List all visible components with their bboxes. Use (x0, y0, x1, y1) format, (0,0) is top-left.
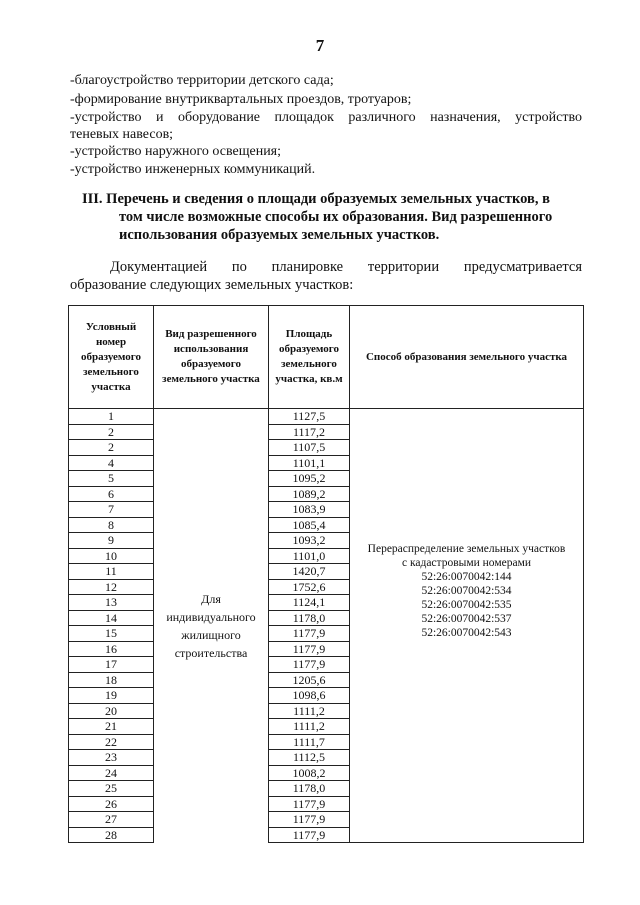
plot-number: 26 (69, 796, 154, 812)
method-line: Перераспределение земельных участков (367, 542, 566, 555)
bullet-line: -формирование внутриквартальных проездов, тротуаров; (70, 92, 412, 107)
use-line: индивидуального (166, 609, 256, 624)
plot-area: 1101,0 (269, 548, 350, 564)
plot-area: 1083,9 (269, 502, 350, 518)
plot-area: 1177,9 (269, 657, 350, 673)
plot-area: 1124,1 (269, 595, 350, 611)
bullet-line: -благоустройство территории детского сада; (70, 73, 334, 88)
method-line: 52:26:0070042:534 (421, 584, 512, 597)
plot-number: 24 (69, 765, 154, 781)
bullet-line: теневых навесов; (70, 127, 174, 142)
plot-area: 1420,7 (269, 564, 350, 580)
plot-area: 1127,5 (269, 409, 350, 425)
plot-number: 9 (69, 533, 154, 549)
plot-number: 16 (69, 641, 154, 657)
plot-number: 15 (69, 626, 154, 642)
plot-area: 1111,2 (269, 703, 350, 719)
section-heading: том числе возможные способы их образования. Вид разрешенного (119, 209, 553, 225)
method-line: 52:26:0070042:537 (421, 612, 512, 625)
plot-number: 7 (69, 502, 154, 518)
header-area: Площадь образуемого земельного участка, кв.м (269, 306, 350, 409)
intro-text: Документацией по планировке территории предусматривается (110, 259, 582, 275)
plot-area: 1177,9 (269, 827, 350, 843)
plot-number: 14 (69, 610, 154, 626)
plot-number: 21 (69, 719, 154, 735)
header-method: Способ образования земельного участка (350, 306, 584, 409)
bullet-line: -устройство наружного освещения; (70, 144, 282, 159)
section-heading: III. Перечень и сведения о площади образуемых земельных участков, в (82, 191, 550, 207)
section-heading: использования образуемых земельных участков. (119, 227, 440, 243)
method-line: 52:26:0070042:535 (421, 598, 512, 611)
plot-number: 13 (69, 595, 154, 611)
plot-area: 1117,2 (269, 424, 350, 440)
plot-number: 2 (69, 440, 154, 456)
use-line: жилищного (181, 627, 241, 642)
method-line: с кадастровыми номерами (401, 556, 532, 569)
header-number: Условный номер образуемого земельного участка (69, 306, 154, 409)
page-number: 7 (315, 36, 325, 55)
plot-area: 1177,9 (269, 641, 350, 657)
plot-area: 1205,6 (269, 672, 350, 688)
plot-number: 17 (69, 657, 154, 673)
plot-area: 1752,6 (269, 579, 350, 595)
plot-number: 4 (69, 455, 154, 471)
plot-number: 22 (69, 734, 154, 750)
plot-number: 2 (69, 424, 154, 440)
plot-area: 1112,5 (269, 750, 350, 766)
plot-number: 28 (69, 827, 154, 843)
plot-number: 23 (69, 750, 154, 766)
bullet-line: -устройство и оборудование площадок различного назначения, устройство (70, 110, 582, 125)
plot-number: 19 (69, 688, 154, 704)
plot-area: 1098,6 (269, 688, 350, 704)
plot-area: 1177,9 (269, 812, 350, 828)
method-line: 52:26:0070042:144 (421, 570, 512, 583)
plot-number: 18 (69, 672, 154, 688)
plot-number: 27 (69, 812, 154, 828)
plot-number: 20 (69, 703, 154, 719)
method-line: 52:26:0070042:543 (421, 626, 512, 639)
plot-area: 1177,9 (269, 796, 350, 812)
plot-area: 1111,2 (269, 719, 350, 735)
plot-area: 1178,0 (269, 781, 350, 797)
plot-number: 10 (69, 548, 154, 564)
plot-area: 1095,2 (269, 471, 350, 487)
plot-area: 1177,9 (269, 626, 350, 642)
use-cell (154, 409, 269, 843)
use-line: Для (201, 591, 221, 606)
plot-area: 1107,5 (269, 440, 350, 456)
bullet-line: -устройство инженерных коммуникаций. (70, 162, 316, 177)
intro-text: образование следующих земельных участков: (70, 277, 354, 293)
plot-number: 5 (69, 471, 154, 487)
plot-area: 1008,2 (269, 765, 350, 781)
header-use: Вид разрешенного использования образуемого земельного участка (154, 306, 269, 409)
plot-number: 11 (69, 564, 154, 580)
land-plots-table (68, 305, 584, 843)
plot-number: 12 (69, 579, 154, 595)
plot-area: 1089,2 (269, 486, 350, 502)
table-row (69, 409, 584, 425)
plot-area: 1178,0 (269, 610, 350, 626)
use-line: строительства (174, 645, 248, 660)
plot-area: 1101,1 (269, 455, 350, 471)
plot-number: 1 (69, 409, 154, 425)
plot-area: 1085,4 (269, 517, 350, 533)
plot-area: 1111,7 (269, 734, 350, 750)
plot-number: 6 (69, 486, 154, 502)
method-cell (350, 409, 584, 843)
plot-area: 1093,2 (269, 533, 350, 549)
plot-number: 8 (69, 517, 154, 533)
plot-number: 25 (69, 781, 154, 797)
